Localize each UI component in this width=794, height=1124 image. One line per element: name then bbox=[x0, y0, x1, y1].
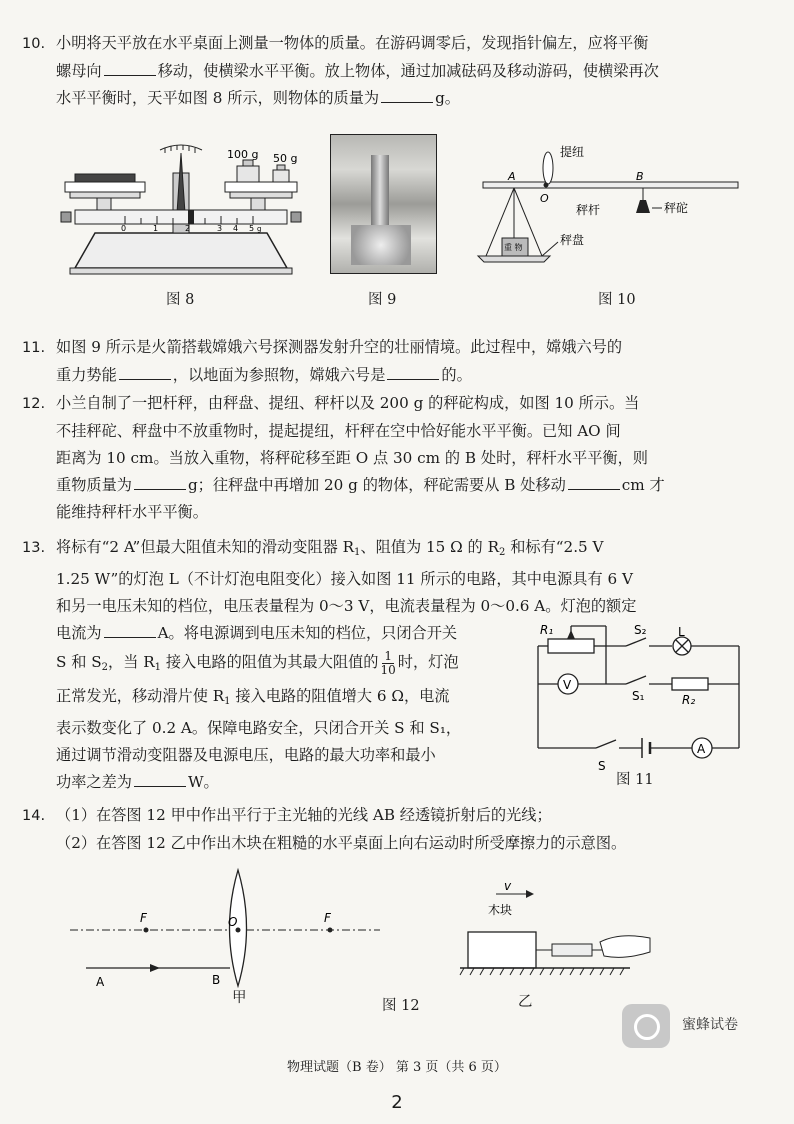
app-logo-icon bbox=[622, 1004, 670, 1048]
counterweight bbox=[636, 200, 650, 213]
question-text: 表示数变化了 0.2 A。保障电路安全，只闭合开关 S 和 S₁， bbox=[56, 719, 462, 737]
question-text: 重力势能 bbox=[56, 366, 117, 384]
subscript: 2 bbox=[101, 662, 109, 673]
question-text: 接入电路的阻值为其最大阻值的 bbox=[161, 653, 379, 671]
question-text: 和标有“2.5 V bbox=[505, 538, 604, 556]
fraction bbox=[381, 650, 396, 677]
question-text: （1）在答图 12 甲中作出平行于主光轴的光线 AB 经透镜折射后的光线； bbox=[56, 806, 552, 824]
scale-tick: 0 bbox=[121, 224, 127, 233]
weight-50g bbox=[273, 170, 289, 182]
question-12 bbox=[22, 390, 742, 526]
object bbox=[75, 174, 135, 182]
question-number: 11. bbox=[22, 340, 46, 356]
figure-12-yi: 乙 bbox=[518, 994, 533, 1010]
question-text: 小明将天平放在水平桌面上测量一物体的质量。在游码调零后，发现指针偏左，应将平衡 bbox=[56, 34, 649, 52]
pan bbox=[478, 256, 550, 262]
label-S2: S₂ bbox=[634, 623, 647, 637]
question-text: （2）在答图 12 乙中作出木块在粗糙的水平桌面上向右运动时所受摩擦力的示意图。 bbox=[56, 834, 627, 852]
answer-blank[interactable] bbox=[134, 474, 186, 490]
question-text: 和另一电压未知的档位，电压表量程为 0～3 V，电流表量程为 0～0.6 A。灯泡的额定 bbox=[56, 597, 637, 615]
question-text: 功率之差为 bbox=[56, 773, 132, 791]
rider bbox=[188, 210, 194, 224]
figure-12-block bbox=[460, 880, 660, 990]
label-V: V bbox=[563, 678, 572, 692]
scale-tick: 4 bbox=[233, 224, 239, 233]
scale-tick: 3 bbox=[217, 224, 223, 233]
question-text: ，以地面为参照物，嫦娥六号是 bbox=[172, 366, 386, 384]
weight-label: 50 g bbox=[273, 152, 298, 165]
figure-8-balance bbox=[55, 138, 305, 278]
answer-blank[interactable] bbox=[387, 364, 439, 380]
question-11 bbox=[22, 334, 742, 389]
figure-10-steelyard bbox=[478, 138, 744, 273]
page-footer: 物理试题（B 卷） 第 3 页（共 6 页） bbox=[287, 1060, 507, 1075]
question-10 bbox=[22, 30, 742, 112]
spring-scale bbox=[552, 944, 592, 956]
svg-text:提纽: 提纽 bbox=[560, 145, 585, 159]
svg-text:F: F bbox=[140, 911, 147, 925]
fraction-numerator: 1 bbox=[384, 648, 392, 663]
answer-blank[interactable] bbox=[119, 364, 171, 380]
question-text: A。将电源调到电压未知的档位，只闭合开关 bbox=[157, 624, 458, 642]
svg-text:A: A bbox=[96, 975, 105, 989]
wooden-block bbox=[468, 932, 536, 968]
watermark-text: 蜜蜂试卷 bbox=[682, 1017, 738, 1033]
question-text: 重物质量为 bbox=[56, 476, 132, 494]
subscript: 1 bbox=[224, 696, 231, 707]
svg-text:O: O bbox=[228, 915, 238, 929]
fraction-denominator: 10 bbox=[380, 662, 396, 677]
svg-text:秤砣: 秤砣 bbox=[664, 201, 689, 215]
question-text: 如图 9 所示是火箭搭载嫦娥六号探测器发射升空的壮丽情境。此过程中，嫦娥六号的 bbox=[56, 338, 623, 356]
figure-12-caption: 图 12 bbox=[382, 998, 420, 1014]
question-text: 电流为 bbox=[56, 624, 102, 642]
question-text: 将标有“2 A”但最大阻值未知的滑动变阻器 R bbox=[56, 538, 355, 556]
question-text: 螺母向 bbox=[56, 62, 102, 80]
question-text: 时，灯泡 bbox=[397, 653, 459, 671]
subscript: 2 bbox=[499, 547, 506, 558]
question-text: 的。 bbox=[441, 366, 472, 384]
answer-blank[interactable] bbox=[381, 87, 433, 103]
question-number: 12. bbox=[22, 396, 46, 412]
scale-tick: 2 bbox=[185, 224, 191, 233]
svg-text:重 物: 重 物 bbox=[504, 243, 523, 252]
svg-text:A: A bbox=[508, 170, 516, 183]
question-text: S 和 S bbox=[56, 653, 102, 671]
label-A: A bbox=[697, 742, 706, 756]
question-text: 、阻值为 15 Ω 的 R bbox=[360, 538, 500, 556]
subscript: 1 bbox=[354, 547, 361, 558]
label-R2: R₂ bbox=[682, 693, 696, 707]
svg-text:秤盘: 秤盘 bbox=[560, 233, 585, 247]
figure-12-jia: 甲 bbox=[232, 990, 247, 1006]
question-text: ，当 R bbox=[108, 653, 155, 671]
question-14 bbox=[22, 802, 742, 857]
svg-text:B: B bbox=[212, 973, 221, 987]
figure-11-caption: 图 11 bbox=[616, 772, 654, 788]
question-text: cm 才 bbox=[621, 476, 665, 494]
tizu-loop bbox=[543, 152, 553, 184]
question-text: 1.25 W”的灯泡 L（不计灯泡电阻变化）接入如图 11 所示的电路，其中电源具有 6 V bbox=[56, 570, 633, 588]
figure-12-lens bbox=[70, 868, 390, 989]
weight-label: 100 g bbox=[227, 148, 259, 161]
question-text: 接入电路的阻值增大 6 Ω，电流 bbox=[230, 687, 450, 705]
svg-text:B: B bbox=[636, 170, 644, 183]
question-number: 10. bbox=[22, 36, 46, 52]
figure-10-caption: 图 10 bbox=[598, 292, 636, 308]
scale-tick: 1 bbox=[153, 224, 159, 233]
answer-blank[interactable] bbox=[104, 622, 156, 638]
smoke bbox=[351, 225, 411, 265]
question-text: g；往秤盘中再增加 20 g 的物体，秤砣需要从 B 处移动 bbox=[187, 476, 566, 494]
question-text: 小兰自制了一把杆秤，由秤盘、提纽、秤杆以及 200 g 的秤砣构成，如图 10 所示。当 bbox=[56, 394, 640, 412]
scale-unit: g bbox=[257, 225, 262, 233]
question-text: 能维持秤杆水平平衡。 bbox=[56, 503, 208, 521]
question-number: 14. bbox=[22, 808, 46, 824]
label-S: S bbox=[598, 759, 606, 773]
question-text: 通过调节滑动变阻器及电源电压，电路的最大功率和最小 bbox=[56, 746, 436, 764]
question-text: 移动，使横梁水平平衡。放上物体，通过加减砝码及移动游码，使横梁再次 bbox=[157, 62, 659, 80]
figure-9-caption: 图 9 bbox=[368, 292, 397, 308]
page-number: 2 bbox=[391, 1092, 403, 1113]
svg-text:O: O bbox=[540, 192, 549, 205]
question-text: 水平平衡时，天平如图 8 所示，则物体的质量为 bbox=[56, 89, 380, 107]
subscript: 1 bbox=[154, 662, 162, 673]
figure-11-circuit bbox=[534, 616, 744, 786]
label-R1: R₁ bbox=[540, 623, 554, 637]
figure-8-caption: 图 8 bbox=[166, 292, 195, 308]
question-text: W。 bbox=[187, 773, 219, 791]
hand bbox=[600, 936, 650, 958]
svg-text:秤杆: 秤杆 bbox=[576, 203, 601, 217]
question-text: 距离为 10 cm。当放入重物，将秤砣移至距 O 点 30 cm 的 B 处时，秤杆水平平衡，则 bbox=[56, 449, 648, 467]
weight-100g bbox=[237, 166, 259, 182]
label-S1: S₁ bbox=[632, 689, 645, 703]
answer-blank[interactable] bbox=[568, 474, 620, 490]
answer-blank[interactable] bbox=[104, 60, 156, 76]
question-text: 不挂秤砣、秤盘中不放重物时，提起提纽，杆秤在空中恰好能水平平衡。已知 AO 间 bbox=[56, 422, 621, 440]
svg-text:F: F bbox=[324, 911, 331, 925]
question-text: 正常发光，移动滑片使 R bbox=[56, 687, 225, 705]
figure-9-rocket-photo bbox=[330, 134, 437, 274]
answer-blank[interactable] bbox=[134, 771, 186, 787]
label-L: L bbox=[678, 625, 685, 639]
question-text: g。 bbox=[435, 89, 460, 107]
svg-text:v: v bbox=[504, 879, 512, 893]
svg-text:木块: 木块 bbox=[488, 903, 513, 917]
question-number: 13. bbox=[22, 540, 46, 556]
scale-tick: 5 bbox=[249, 224, 255, 233]
